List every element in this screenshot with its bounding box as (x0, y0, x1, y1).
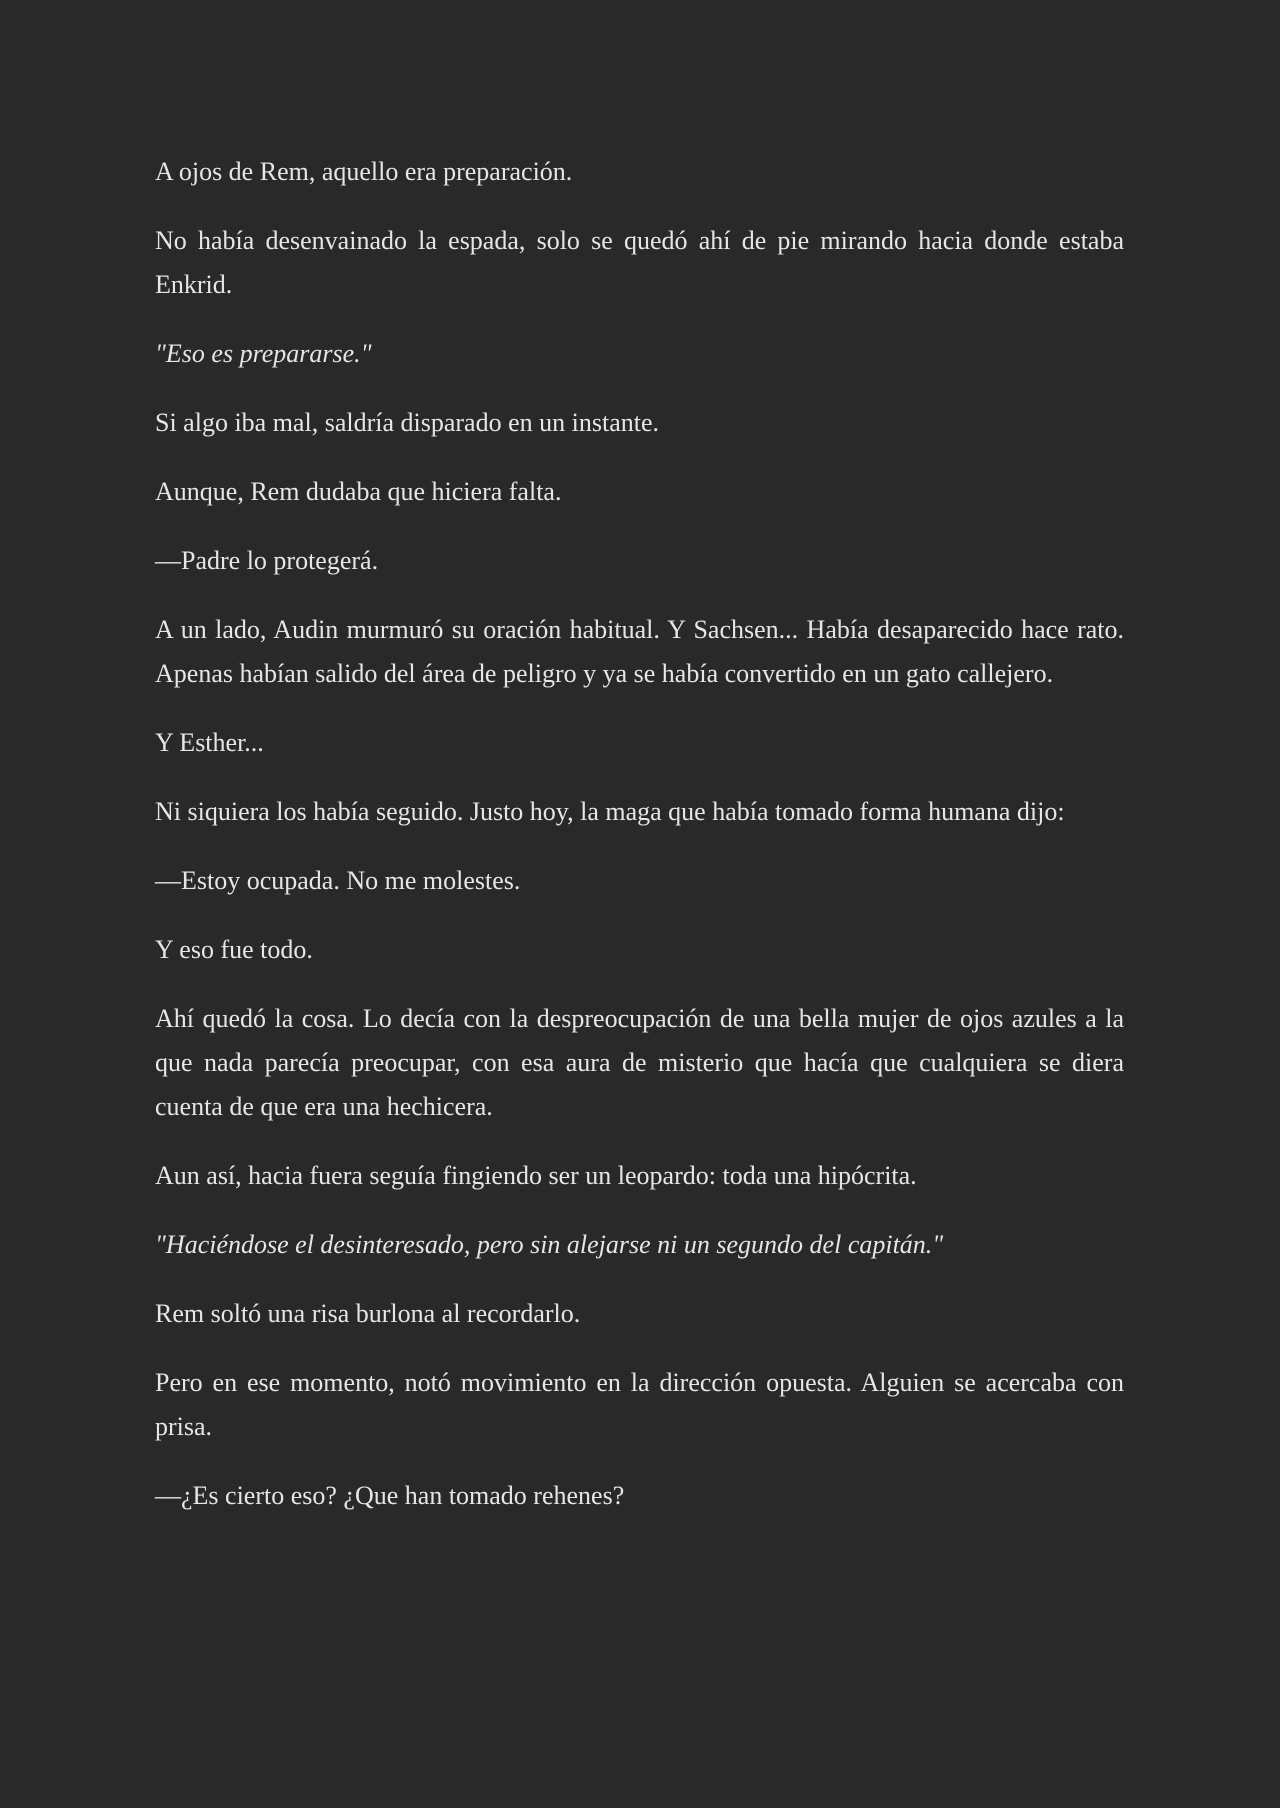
paragraph: A ojos de Rem, aquello era preparación. (155, 157, 573, 186)
paragraph: Aunque, Rem dudaba que hiciera falta. (155, 477, 562, 506)
paragraph: Ahí quedó la cosa. Lo decía con la despreocupación de una bella mujer de ojos azules a la que nada parecía preocupar, con esa aura de misterio que hacía que cualquiera se diera cuenta de que era una hechicera. (155, 1004, 1124, 1121)
dialogue-line: —¿Es cierto eso? ¿Que han tomado rehenes? (155, 1481, 625, 1510)
paragraph: Y Esther... (155, 728, 264, 757)
reading-page (155, 150, 1124, 1543)
paragraph: Rem soltó una risa burlona al recordarlo. (155, 1299, 581, 1328)
paragraph: Y eso fue todo. (155, 935, 313, 964)
paragraph: Ni siquiera los había seguido. Justo hoy, la maga que había tomado forma humana dijo: (155, 797, 1065, 826)
dialogue-line: —Padre lo protegerá. (155, 546, 379, 575)
paragraph: A un lado, Audin murmuró su oración habitual. Y Sachsen... Había desaparecido hace rato. Apenas habían salido del área de peligro y ya se había convertido en un gato callejero. (155, 615, 1124, 688)
italic-thought: "Haciéndose el desinteresado, pero sin alejarse ni un segundo del capitán." (155, 1230, 944, 1259)
paragraph: No había desenvainado la espada, solo se quedó ahí de pie mirando hacia donde estaba Enkrid. (155, 226, 1124, 299)
paragraph: Pero en ese momento, notó movimiento en la dirección opuesta. Alguien se acercaba con prisa. (155, 1368, 1124, 1441)
paragraph: Si algo iba mal, saldría disparado en un instante. (155, 408, 659, 437)
dialogue-line: —Estoy ocupada. No me molestes. (155, 866, 521, 895)
paragraph: Aun así, hacia fuera seguía fingiendo ser un leopardo: toda una hipócrita. (155, 1161, 917, 1190)
italic-thought: "Eso es prepararse." (155, 339, 372, 368)
